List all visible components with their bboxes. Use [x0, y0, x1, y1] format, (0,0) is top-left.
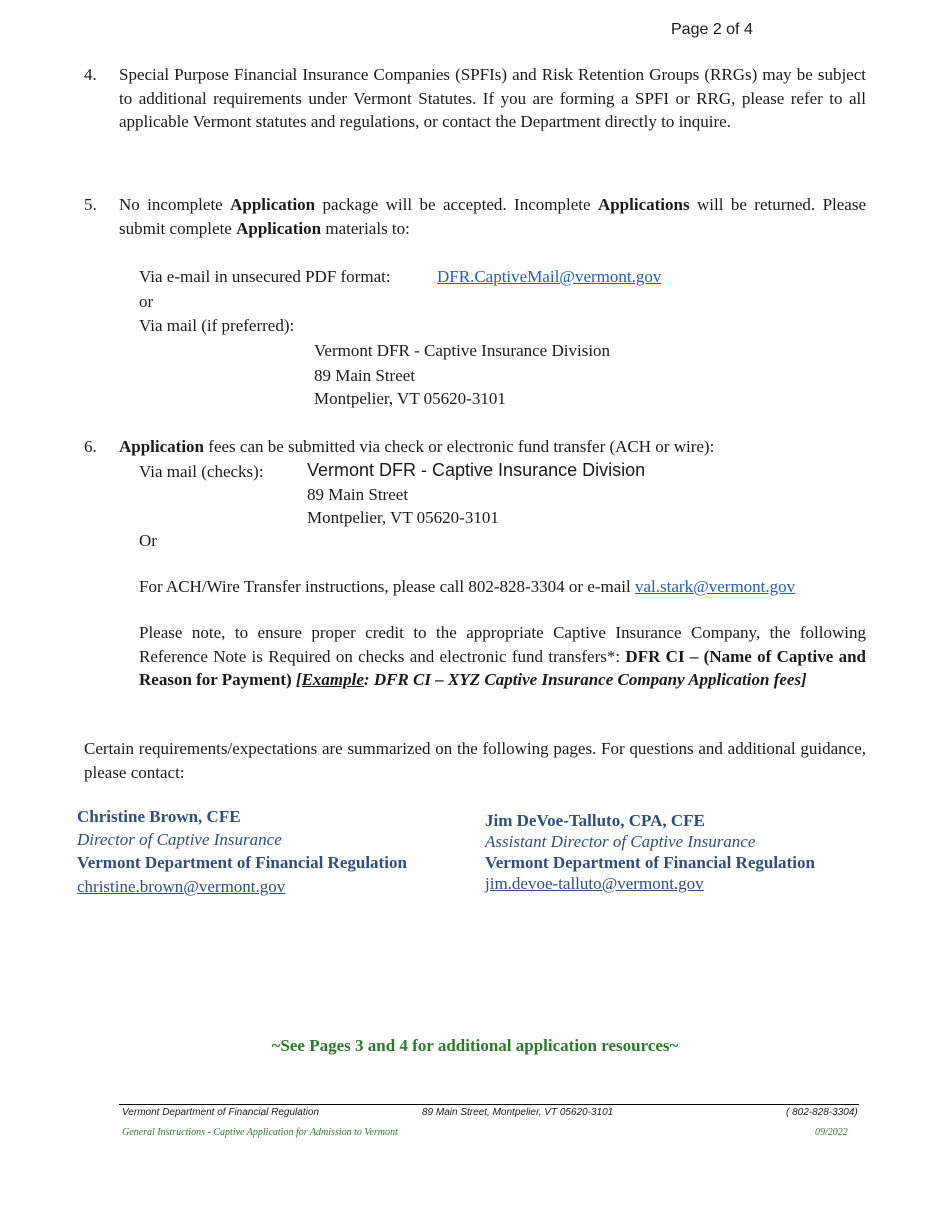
footer-doc-title: General Instructions - Captive Application for Admission to Vermont	[122, 1127, 398, 1138]
reference-note: Please note, to ensure proper credit to the appropriate Captive Insurance Company, the following Reference Note is Required on checks and electronic fund transfers*: DFR CI – (Name of Captive and Reason for Payment) [Example: DFR CI – XYZ Captive Insurance Company Application fees]	[139, 623, 866, 689]
contact-name: Christine Brown, CFE	[77, 807, 241, 826]
footer-divider	[119, 1104, 859, 1105]
item-6-text: Application fees can be submitted via check or electronic fund transfer (ACH or wire):	[119, 437, 715, 456]
contact-card-1	[77, 805, 407, 898]
footer-phone: ( 802-828-3304)	[786, 1107, 858, 1118]
contact-email[interactable]: jim.devoe-talluto@vermont.gov	[485, 874, 704, 893]
checks-address-line1: Vermont DFR - Captive Insurance Division	[307, 460, 646, 480]
checks-label: Via mail (checks):	[139, 462, 264, 481]
checks-address-line3: Montpelier, VT 05620-3101	[307, 508, 499, 527]
footer-address: 89 Main Street, Montpelier, VT 05620-3101	[422, 1107, 614, 1118]
contact-title: Assistant Director of Captive Insurance	[485, 832, 756, 851]
contact-name: Jim DeVoe-Talluto, CPA, CFE	[485, 811, 705, 830]
contact-email[interactable]: christine.brown@vermont.gov	[77, 877, 286, 896]
item-4-text: Special Purpose Financial Insurance Companies (SPFIs) and Risk Retention Groups (RRGs) may be subject to additional requirements under Vermont Statutes. If you are forming a SPFI or RRG, please refer to all applicable Vermont statutes and regulations, or contact the Department directly to inquire.	[119, 65, 866, 131]
or-text: or	[139, 292, 154, 311]
see-pages-note: ~See Pages 3 and 4 for additional application resources~	[271, 1036, 679, 1055]
item-4-number: 4.	[84, 65, 97, 84]
contact-title: Director of Captive Insurance	[77, 830, 282, 849]
footer-date: 09/2022	[815, 1127, 848, 1138]
checks-address-line2: 89 Main Street	[307, 485, 409, 504]
contact-org: Vermont Department of Financial Regulation	[485, 853, 815, 872]
summary-text: Certain requirements/expectations are summarized on the following pages. For questions and additional guidance, please contact:	[84, 739, 866, 782]
item-5-number: 5.	[84, 195, 97, 214]
footer-org: Vermont Department of Financial Regulation	[122, 1107, 319, 1118]
page-number: Page 2 of 4	[671, 21, 753, 38]
or-text-2: Or	[139, 531, 157, 550]
mail-address-line1: Vermont DFR - Captive Insurance Division	[314, 341, 611, 360]
contact-card-2	[485, 809, 815, 894]
ach-instructions: For ACH/Wire Transfer instructions, please call 802-828-3304 or e-mail val.stark@vermont.gov	[139, 577, 796, 596]
ach-email-link[interactable]: val.stark@vermont.gov	[635, 577, 796, 596]
mail-label: Via mail (if preferred):	[139, 316, 295, 335]
email-label: Via e-mail in unsecured PDF format:	[139, 267, 391, 286]
mail-address-line3: Montpelier, VT 05620-3101	[314, 389, 506, 408]
captive-mail-link[interactable]: DFR.CaptiveMail@vermont.gov	[437, 267, 662, 286]
item-6-number: 6.	[84, 437, 97, 456]
contact-org: Vermont Department of Financial Regulation	[77, 853, 407, 872]
mail-address-line2: 89 Main Street	[314, 366, 416, 385]
item-5-text: No incomplete Application package will be accepted. Incomplete Applications will be returned. Please submit complete Application materials to:	[119, 195, 867, 238]
